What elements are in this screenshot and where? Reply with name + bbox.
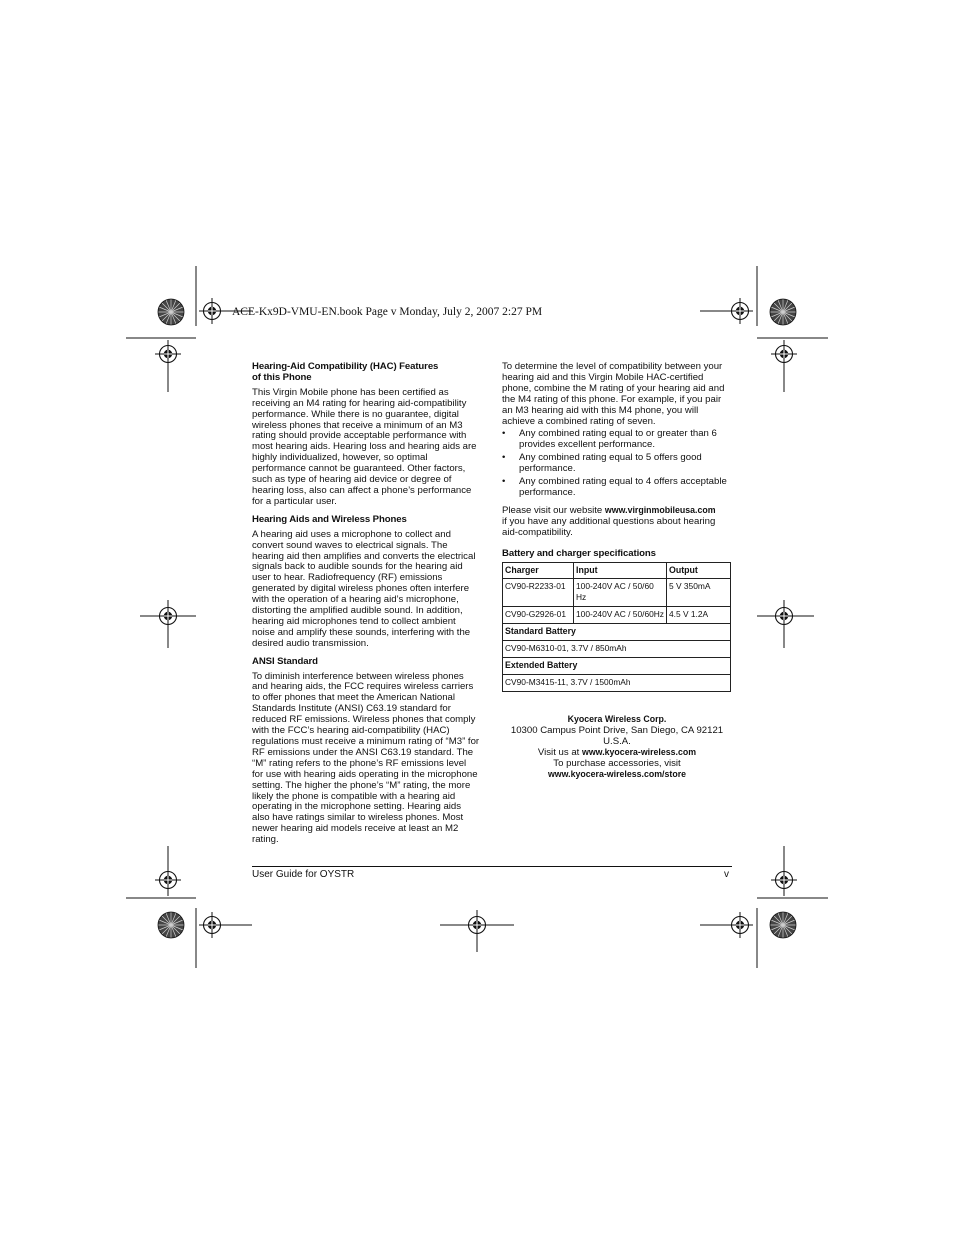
footer-divider [252, 866, 732, 867]
compatibility-intro: To determine the level of compatibility between your hearing aid and this Virgin Mobile HAC-certified phone, combine the M rating of your hearing aid and the M4 rating of this phone. For example, if you pair an M3 hearing aid with this M4 phone, you will achieve a combined rating of seven. [502, 361, 725, 427]
hac-features-heading [252, 362, 480, 384]
table-header-cell: Input [574, 562, 667, 579]
address-line1: 10300 Campus Point Drive, San Diego, CA 92121 [510, 724, 724, 736]
table-cell: 5 V 350mA [667, 579, 731, 607]
footer-guide-title: User Guide for OYSTR [252, 869, 355, 880]
table-cell: CV90-G2926-01 [503, 607, 574, 624]
standard-battery-value: CV90-M6310-01, 3.7V / 850mAh [503, 641, 731, 658]
table-row [503, 607, 731, 624]
running-header: ACE-Kx9D-VMU-EN.book Page v Monday, July 2, 2007 2:27 PM [232, 306, 543, 318]
accessories-text: To purchase accessories, visit [553, 757, 681, 769]
kyocera-link[interactable]: www.kyocera-wireless.com [582, 746, 697, 757]
left-column [252, 362, 480, 853]
standard-battery-label: Standard Battery [503, 624, 731, 641]
table-row [503, 641, 731, 658]
hearing-aids-body: A hearing aid uses a microphone to collect and convert sound waves to electrical signals. The hearing aid then amplifies and converts the electrical signals back to audible sounds for the hearing aid user to hear. Radiofrequency (RF) emissions generated by digital wireless phones often interfere with the operation of a hearing aid’s microphone, distorting the amplified audible sound. In addition, hearing aid microphones tend to collect ambient noise and amplify these sounds, interfering with the desired audio transmission. [252, 528, 476, 649]
battery-charger-heading: Battery and charger specifications [502, 547, 656, 559]
extended-battery-value: CV90-M3415-11, 3.7V / 1500mAh [503, 674, 731, 691]
table-cell: CV90-R2233-01 [503, 579, 574, 607]
bullet-glyph: • [502, 428, 506, 440]
ansi-standard-heading: ANSI Standard [252, 655, 318, 667]
battery-charger-table [502, 562, 731, 692]
visit-text: Please visit our website [502, 504, 603, 516]
company-address-block [502, 714, 732, 780]
list-item: • Any combined rating equal to or greater than 6 provides excellent performance. [502, 428, 717, 451]
ansi-standard-body: To diminish interference between wireless phones and hearing aids, the FCC requires wireless carriers to offer phones that meet the American National Standards Institute (ANSI) C63.19 standard for reduced RF emissions. Wireless phones that comply with the FCC’s hearing aid-compatibility (HAC) regulations must receive a minimum rating of “M3” for RF emissions under the ANSI C63.19 standard. The “M” rating refers to the phone’s RF emissions level for use with hearing aids operating in the microphone setting. The higher the phone’s “M” rating, the more likely the phone is compatible with a hearing aid operating in the microphone setting. Hearing aids also have ratings similar to wireless phones. Most newer hearing aid models receive at least an M2 rating. [252, 670, 480, 846]
list-item: • Any combined rating equal to 4 offers acceptable performance. [502, 476, 727, 498]
hac-heading-line1: Hearing-Aid Compatibility (HAC) Features [252, 361, 439, 372]
hac-heading-line2: of this Phone [252, 371, 312, 383]
table-cell: 100-240V AC / 50/60 Hz [574, 579, 667, 607]
table-row [503, 674, 731, 691]
table-header-cell: Charger [503, 562, 574, 579]
hac-features-body: This Virgin Mobile phone has been certified as receiving an M4 rating for hearing aid-compatibility performance. While there is no guarantee, digital wireless phones that receive a minimum of an M3 rating should provide acceptable performance with most hearing aids. Hearing loss and hearing aids are highly individualized, however, so optimal performance cannot be guaranteed. Other factors, such as type of hearing aid device or degree of hearing loss, also can affect a phone’s performance for a particular user. [252, 386, 477, 507]
list-item: • Any combined rating equal to 5 offers good performance. [502, 452, 702, 475]
bullet-glyph: • [502, 452, 506, 464]
rating-bullet-list [502, 429, 732, 498]
visit-us-line [502, 747, 732, 758]
website-paragraph [502, 505, 732, 539]
extended-battery-label: Extended Battery [503, 657, 731, 674]
hearing-aids-heading: Hearing Aids and Wireless Phones [252, 513, 407, 525]
visit-us-prefix: Visit us at [537, 746, 580, 758]
address-line2: U.S.A. [603, 735, 631, 747]
visit-tail: if you have any additional questions about hearing aid-compatibility. [502, 515, 716, 538]
table-cell: 100-240V AC / 50/60Hz [574, 607, 667, 624]
bullet-glyph: • [502, 476, 506, 488]
table-row [503, 579, 731, 607]
table-cell: 4.5 V 1.2A [667, 607, 731, 624]
table-row [503, 657, 731, 674]
table-header-row [503, 562, 731, 579]
page-number: v [724, 869, 729, 880]
virgin-mobile-link[interactable]: www.virginmobileusa.com [604, 504, 716, 515]
table-header-cell: Output [667, 562, 731, 579]
company-name: Kyocera Wireless Corp. [567, 713, 667, 724]
right-column [502, 362, 732, 780]
table-row [503, 624, 731, 641]
kyocera-store-link[interactable]: www.kyocera-wireless.com/store [547, 768, 687, 779]
